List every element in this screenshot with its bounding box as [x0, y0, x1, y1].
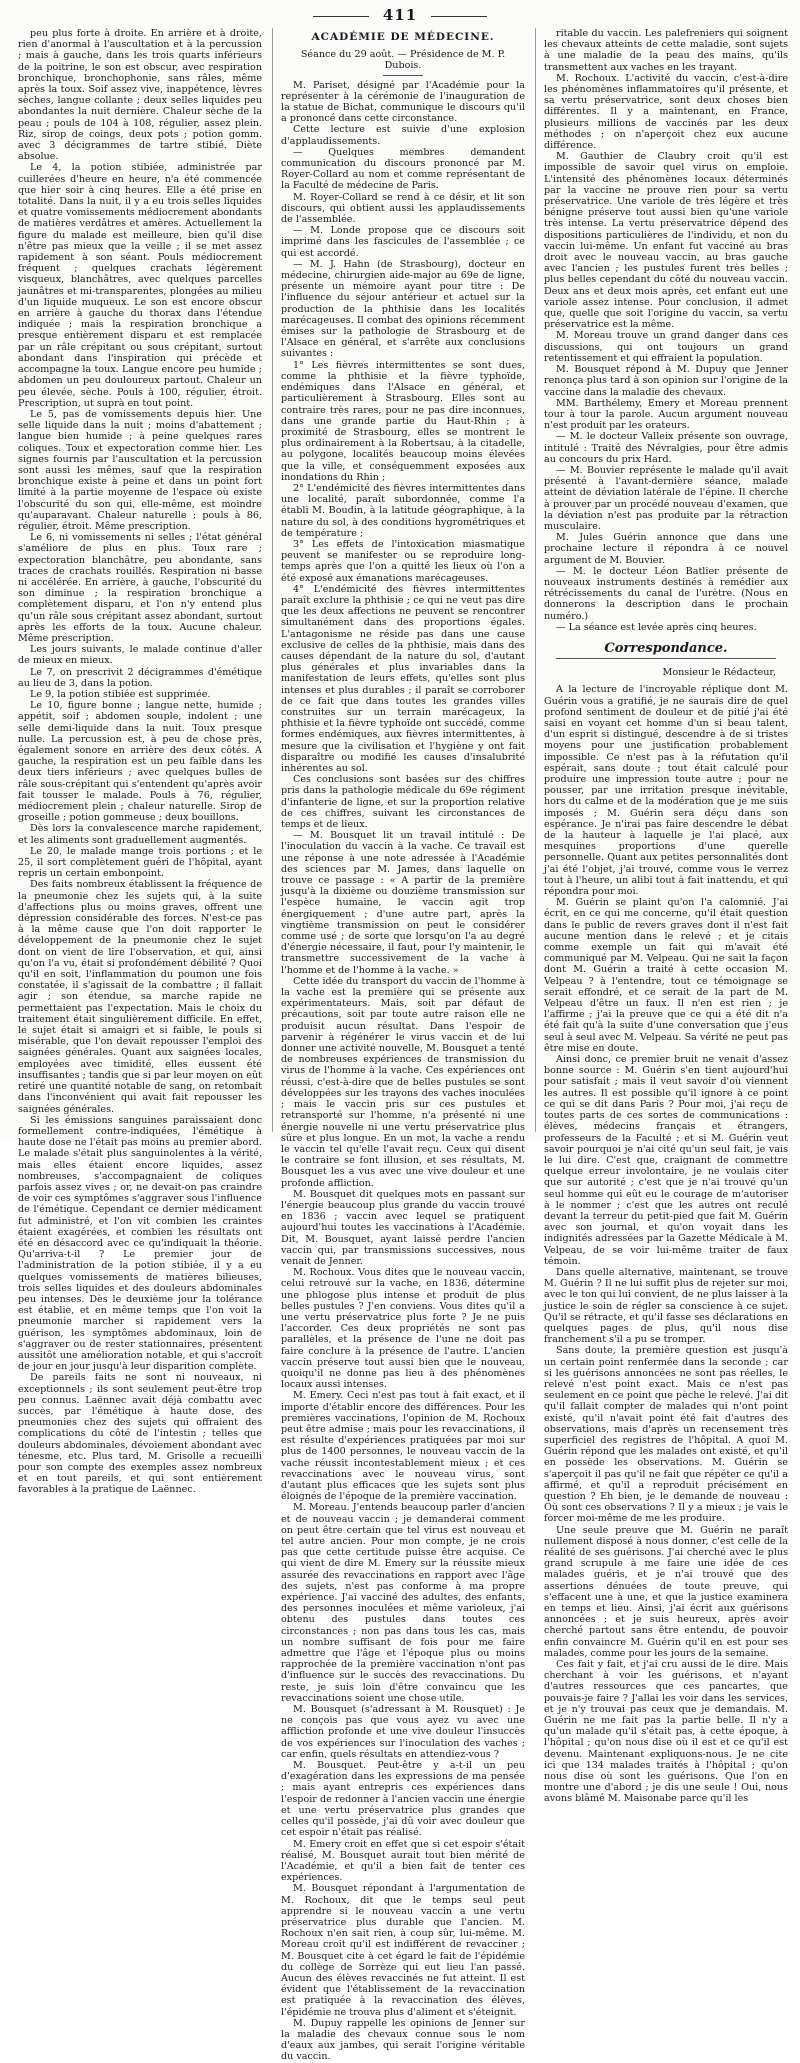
paragraph: M. Bousquet répond à M. Dupuy que Jenner renonça plus tard à son opinion sur l'origine de la vaccine dans la maladie des chevaux.	[544, 364, 788, 398]
paragraph: — M. Bousquet lit un travail intitulé : De l'inoculation du vaccin à la vache. Ce travail est une réponse à une note adressée à l'Académie des sciences par M. James, dans laquelle on trouve ce passage : « A partir de la première jusqu'à la dixième ou douzième transmission sur l'espèce humaine, le vaccin agit trop énergiquement ; d'une autre part, après la vingtième transmission on peut le considérer comme usé ; de sorte que lorsqu'on l'a au degré d'énergie nécessaire, il faut, pour l'y maintenir, le transmettre successivement de la vache à l'homme et de l'homme à la vache. »	[281, 830, 525, 976]
paragraph: M. Rochoux. Vous dites que le nouveau vaccin, celui retrouvé sur la vache, en 1836, détermine une phlogose plus intense et produit de plus belles pustules ? J'en conviens. Vous dites qu'il a une vertu préservatrice plus forte ? Je ne puis l'accorder. Ces deux propriétés ne sont pas parallèles, et la présence de l'une ne doit pas faire conclure à la présence de l'autre. L'ancien vaccin préserve tout aussi bien que le nouveau, quoiqu'il ne donne pas lieu à des phénomènes locaux aussi intenses.	[281, 1267, 525, 1391]
paragraph: De pareils faits ne sont ni nouveaux, ni exceptionnels ; ils sont seulement peut-être trop peu connus. Laënnec avait déjà combattu avec succès, par l'émétique à haute dose, des pneumonies chez des sujets qui offraient des complications du côté de l'intestin ; telles que douleurs abdominales, dévoiement abondant avec ténesme, etc. Plus tard, M. Grisolle a recueilli pour son compte des exemples assez nombreux et en tout pareils, et qui sont entièrement favorables à la pratique de Laënnec.	[18, 1372, 262, 1496]
paragraph: Ces fait y fait, et j'ai cru aussi de le dire. Mais cherchant à voir les guérisons, et n'ayant d'autres ressources que ces pancartes, que pouvais-je faire ? J'allai les voir dans les services, et je n'y trouvai pas ceux que je demandais. M. Guérin ne me fait pas la partie belle. Il n'y a qu'un malade qu'il s'était pas, à cette époque, à l'hôpital ; qu'on nous dise où il est et ce qu'il est devenu. Maintenant expliquons-nous. Je ne cite ici que 134 malades traités à l'hôpital ; qu'on nous dise où sont les guérisons. Que l'on en montre une d'abord ; je dis une seule ! Oui, nous avons blâmé M. Maisonabe parce qu'il les	[544, 1659, 788, 1805]
paragraph: A la lecture de l'incroyable réplique dont M. Guérin vous a gratifié, je ne saurais dire de quel profond sentiment de douleur et de pitié j'ai été saisi en voyant cet homme d'un si beau talent, d'un esprit si distingué, descendre à de si tristes moyens pour une justification probablement impossible. Ce n'est pas à la réfutation qu'il espérait, sans doute ; tout était calculé pour produire une impression toute autre ; pour ne pousser, par une irritation presque inévitable, hors du calme et de la modération que je me suis imposés ; M. Guérin sera déçu dans son espérance. Je n'irai pas faire descendre le débat de la hauteur à laquelle je l'ai placé, aux mesquines proportions d'une querelle personnelle. Quant aux petites personnalités dont j'ai été l'objet, j'ai trouvé, comme vous le verrez tout à l'heure, un alibi tout à fait inattendu, et qui répondra pour moi.	[544, 684, 788, 898]
paragraph: Dans quelle alternative, maintenant, se trouve M. Guérin ? Il ne lui suffit plus de rejeter sur moi, avec le ton qui lui convient, de ne plus laisser à la justice le soin de régler sa conscience à ce sujet. Qu'il se rétracte, et qu'il fasse ses déclarations en quelques pages de plus, qu'il nous dise franchement s'il a pu se tromper.	[544, 1266, 788, 1346]
salutation: Monsieur le Rédacteur,	[662, 667, 776, 679]
paragraph: Les jours suivants, le malade continue d'aller de mieux en mieux.	[18, 644, 262, 667]
paragraph: — M. le docteur Valleix présente son ouvrage, intitulé : Traité des Névralgies, pour être admis au concours du prix Hard.	[544, 431, 788, 465]
correspondence-title: Correspondance.	[604, 640, 728, 656]
paragraph: M. Bousquet (s'adressant à M. Rousquet) : Je ne conçois pas que vous ayez vu avec une affliction profonde et une vive douleur l'insuccès de vos expériences sur l'inoculation des vaches ; car enfin, quels résultats en attendiez-vous ?	[281, 1704, 525, 1760]
paragraph: M. Jules Guérin annonce que dans une prochaine lecture il répondra à ce nouvel argument de M. Bouvier.	[544, 532, 788, 566]
page-header	[0, 6, 800, 24]
paragraph: M. Dupuy rappelle les opinions de Jenner sur la maladie des chevaux connue sous le nom d'eaux aux jambes, qui serait l'origine véritable du vaccin.	[281, 2017, 525, 2063]
header-rule-right	[431, 16, 487, 17]
paragraph: M. Pariset, désigné par l'Académie pour la représenter à la cérémonie de l'inauguration de la statue de Bichat, communique le discours qu'il a prononcé dans cette circonstance.	[281, 79, 525, 125]
paragraph: Le 9, la potion stibiée est supprimée.	[30, 688, 211, 700]
paragraph: — M. le docteur Léon Batlier présente de nouveaux instruments destinés à remédier aux rétrécissements du canal de l'urètre. (Nous en donnerons la description dans le prochain numéro.)	[544, 565, 788, 622]
paragraph: Une seule preuve que M. Guérin ne paraît nullement disposé à nous donner, c'est celle de la réalité de ses guérisons. J'ai cherché avec le plus grand scrupule à me faire une idée de ces malades guéris, et je n'ai trouvé que des assertions dénuées de toute preuve, qui s'effacent une à une, et que la justice examinera en temps et lieu. Ainsi, j'ai écrit aux guérisons annoncées ; et je suis heureux, après avoir cherché partout sans être entendu, de pouvoir enfin convaincre M. Guérin qu'il en est pour ses malades, comme pour les jours de la semaine.	[544, 1524, 788, 1659]
paragraph: Le 6, ni vomissements ni selles ; l'état général s'améliore de plus en plus. Toux rare ; expectoration blanchâtre, peu abondante, sans traces de crachats rouillés. Respiration ni basse ni accélérée. En arrière, à gauche, l'obscurité du son diminue ; la respiration bronchique a complètement disparu, et l'on n'y entend plus qu'un râle sous crépitant assez abondant, surtout après les efforts de la toux. Aucune chaleur. Même prescription.	[18, 532, 262, 644]
paragraph: ritable du vaccin. Les palefreniers qui soignent les chevaux atteints de cette maladie, sont sujets à une maladie de la peau des mains, qu'ils transmettent aux vaches en les trayant.	[544, 28, 788, 73]
header-rule-left	[313, 16, 369, 17]
paragraph: Le 4, la potion stibiée, administrée par cuillerées d'heure en heure, n'a été commencée que hier soir à cinq heures. Elle a été prise en totalité. Dans la nuit, il y a eu trois selles liquides et quatre vomissements médiocrement abondants de matières verdâtres et amères. Actuellement la figure du malade est meilleure, bien qu'il dise n'être pas mieux que la veille ; il se met assez rapidement à son séant. Pouls médiocrement fréquent ; quelques crachats légèrement visqueux, blanchâtres, avec quelques parcelles jaunâtres et mi-transparentes, plongées au milieu d'un liquide muqueux. Le son est encore obscur en arrière à gauche du thorax dans l'étendue indiquée ; mais la respiration bronchique a presque entièrement disparu et est remplacée par un râle crépitant ou sous crépitant, surtout abondant dans l'inspiration qui précède et accompagne la toux. Langue encore peu humide ; abdomen un peu douloureux partout. Chaleur un peu élevée, sèche. Pouls à 100, régulier, étroit. Prescription, ut suprà en tout point.	[18, 162, 262, 409]
paragraph: Dès lors la convalescence marche rapidement, et les aliments sont graduellement augmentés.	[18, 823, 262, 846]
paragraph: M. Bousquet dit quelques mots en passant sur l'énergie beaucoup plus grande du vaccin trouvé en 1836 ; vaccin avec lequel se pratiquent aujourd'hui toutes les vaccinations à l'Académie. Dit, M. Bousquet, ayant laissé perdre l'ancien vaccin qui, par transmissions successives, nous venait de Jenner.	[281, 1188, 525, 1267]
paragraph: M. Moreau trouve un grand danger dans ces discussions, qui ont toujours un grand retentissement et qui effraient la population.	[544, 330, 788, 364]
paragraph: Sans doute, la première question est jusqu'à un certain point renfermée dans la seconde ; car si les guérisons annoncées ne sont pas réelles, le relevé n'est point exact. Mais ce n'est pas seulement en ce point que pèche le relevé. J'ai dit qu'il fallait compter de malades qui n'ont point existé, qu'il n'avait point été fait d'autres des observations, mais d'après un recensement très superficiel des registres de l'hôpital. A quoi M. Guérin répond que les malades ont existé, et qu'il en possède les observations. M. Guérin se s'aperçoit il pas qu'il ne fait que répéter ce qu'il a affirmé, et qu'il a reproduit précisément en question ? Eh bien, je le demande de nouveau : Où sont ces observations ? Il y a mieux ; je vais le forcer moi-même de me les produire.	[544, 1345, 788, 1525]
paragraph: — M. Londe propose que ce discours soit imprimé dans les fascicules de l'assemblée ; ce qui est accordé.	[281, 225, 525, 259]
section-title: ACADÉMIE DE MÉDECINE.	[311, 31, 495, 43]
column-2	[272, 28, 525, 2063]
paragraph: M. Bousquet. Peut-être y a-t-il un peu d'exagération dans les expressions de ma pensée ; mais ayant entrepris ces expériences dans l'espoir de redonner à l'ancien vaccin une énergie et une vertu préservatrice plus grandes que celles qu'il possède, j'ai dû voir avec douleur que cet espoir n'était pas réalisé.	[281, 1760, 525, 1839]
paragraph: peu plus forte à droite. En arrière et à droite, rien d'anormal à l'auscultation et à la percussion ; mais à gauche, dans les trois quarts inférieurs de la poitrine, le son est obscur, avec respiration bronchique, bronchophonie, sans râles, même après la toux. Soif assez vive, inappétence, lèvres sèches, langue collante ; deux selles liquides peu abondantes la nuit dernière. Chaleur sèche de la peau ; pouls de 104 à 108, régulier, assez plein. Riz, sirop de coings, deux pots ; potion gomm. avec 3 décigrammes de tartre stibié. Diète absolue.	[18, 28, 262, 163]
column-1	[18, 28, 262, 1496]
paragraph: — M. Bouvier représente le malade qu'il avait présenté à l'avant-dernière séance, malade atteint de déviation latérale de l'épine. Il cherche à prouver par un procédé nouveau d'examen, que la déviation n'est pas produite par la rétraction musculaire.	[544, 464, 788, 532]
paragraph: M. Rochoux. L'activité du vaccin, c'est-à-dire les phénomènes inflammatoires qu'il présente, et sa vertu préservatrice, sont deux choses bien différentes. Il y a maintenant, en France, plusieurs millions de vaccinés par les deux méthodes ; on n'aperçoit chez eux aucune différence.	[544, 72, 788, 152]
paragraph: Le 20, le malade mange trois portions ; et le 25, il sort complètement guéri de l'hôpital, ayant repris un certain embonpoint.	[18, 845, 262, 880]
paragraph: 1° Les fièvres intermittentes se sont dues, comme la phthisie et la fièvre typhoïde, endémiques dans l'Alsace en général, et particulièrement à Strasbourg. Elles sont au contraire très rares, pour ne pas dire inconnues, dans une grande partie du Haut-Rhin ; à proximité de Strasbourg, elles se montrent le plus ordinairement à la Robertsau, à la citadelle, au polygone, localités beaucoup moins élevées que la ville, et conséquemment exposées aux inondations du Rhin ;	[281, 359, 525, 483]
paragraph: — M. J. Hahn (de Strasbourg), docteur en médecine, chirurgien aide-major au 69e de ligne, présente un mémoire ayant pour titre : De l'influence du séjour antérieur et actuel sur la production de la phthisie dans les localités marécageuses. Il combat des opinions récemment émises sur la pathologie de Strasbourg et de l'Alsace en général, et s'arrête aux conclusions suivantes :	[281, 258, 525, 360]
paragraph: M. Guérin se plaint qu'on l'a calomnié. J'ai écrit, en ce qui me concerne, qu'il était question dans le public de revers graves dont il n'est fait aucune mention dans le relevé ; et je citais comme exemple un fait qui m'avait été communiqué par M. Velpeau. Qui ne sait la façon dont M. Guérin a traité à cette occasion M. Velpeau ? à l'entendre, tout ce témoignage se serait effondré, et ce serait de la part de M. Velpeau d'être un faux. Il n'en est rien ; je l'affirme ; j'ai la preuve que ce qui a été dit n'a été fait qu'à la suite d'une conversation que j'eus seul à seul avec M. Velpeau. Sa vérité ne peut pas être mise en doute.	[544, 897, 788, 1054]
paragraph: M. Emery croit en effet que si cet espoir s'était réalisé, M. Bousquet aurait tout bien mérité de l'Académie, et qu'il a bien fait de tenter ces expériences.	[281, 1838, 525, 1884]
seance-rule	[383, 75, 423, 76]
paragraph: — Quelques membres demandent communication du discours prononcé par M. Royer-Collard au nom et comme représentant de la Faculté de médecine de Paris.	[281, 146, 525, 192]
seance-line	[281, 49, 525, 75]
paragraph: Cette lecture est suivie d'une explosion d'applaudissements.	[281, 124, 525, 147]
paragraph: Ainsi donc, ce premier bruit ne venait d'assez bonne source : M. Guérin s'en tient aujourd'hui pour satisfait ; mais il veut savoir d'où viennent les autres. Il est possible qu'il ignore à ce point ce qui se dit dans Paris ? Pour moi, j'ai reçu de toutes parts de ces sortes de communications : élèves, médecins français et étrangers, professeurs de la Faculté ; et si M. Guérin veut savoir pourquoi je n'ai cité qu'un seul fait, je vais le lui dire. C'est que, craignant de commettre quelque erreur involontaire, je ne voulais citer que sur autorité ; c'est que je n'ai trouvé qu'un seul homme qui eût eu le courage de m'autoriser à le nommer ; c'est que les autres ont reculé devant la terreur du petit-pied que fait M. Guérin avec son journal, et qu'on voyait dans les indignités adressées par la Gazette Médicale à M. Velpeau, de se voir lui-même traiter de faux témoin.	[544, 1054, 788, 1267]
paragraph: 2° L'endémicité des fièvres intermittentes dans une localité, paraît subordonnée, comme l'a établi M. Boudin, à la latitude géographique, à la nature du sol, à des conditions hygrométriques et de température ;	[281, 482, 525, 539]
seance-text: Séance du 29 août. — Présidence de M. P. Dubois.	[300, 49, 506, 72]
paragraph: Le 5, pas de vomissements depuis hier. Une selle liquide dans la nuit ; moins d'abattement ; langue bien humide ; à peine quelques rares coliques. Toux et expectoration comme hier. Les signes fournis par l'auscultation et la percussion sont aussi les mêmes, sauf que la respiration bronchique existe à peine et dans un point fort limité à la partie moyenne de l'espace où existe l'obscurité du son qui, elle-même, est moindre qu'auparavant. Chaleur naturelle ; pouls à 86, régulier, étroit. Même prescription.	[18, 408, 262, 532]
paragraph: MM. Barthélemy, Emery et Moreau prennent tour à tour la parole. Aucun argument nouveau n'est produit par les orateurs.	[544, 397, 788, 432]
paragraph: Cette idée du transport du vaccin de l'homme à la vache est la première qui se présente aux expérimentateurs. Mais, soit par défaut de précautions, soit par toute autre raison elle ne produisit aucun résultat. Dans l'espoir de parvenir à régénérer le virus vaccin et de lui donner une activité nouvelle, M. Bousquet a tenté de nombreuses expériences de transmission du virus de l'homme à la vache. Ces expériences ont réussi, c'est-à-dire que de belles pustules se sont développées sur les trayons des vaches inoculées ; mais le vaccin pris sur ces pustules et retransporté sur l'homme, n'a présenté ni une énergie nouvelle ni une vertu préservatrice plus sûre et plus longue. En un mot, la vache a rendu le vaccin tel qu'elle l'avait reçu. Ceux qui disent le contraire se font illusion, et ses résultats, M. Bousquet les a vus avec une vive douleur et une profonde affliction.	[281, 975, 525, 1189]
paragraph: M. Emery. Ceci n'est pas tout à fait exact, et il importe d'établir encore des différences. Pour les premières vaccinations, l'opinion de M. Rochoux peut être admise ; mais pour les revaccinations, il est résulte d'expériences pratiquées par moi sur plus de 1400 personnes, le nouveau vaccin de la vache réussit incontestablement mieux ; et ces revaccinations avec le nouveau virus, sont d'autant plus efficaces que les sujets sont plus éloignés de l'époque de la première vaccination.	[281, 1390, 525, 1503]
paragraph: — La séance est levée après cinq heures.	[556, 621, 757, 633]
paragraph: Le 7, on prescrivit 2 décigrammes d'émétique au lieu de 3, dans la potion.	[18, 666, 262, 689]
paragraph: Ces conclusions sont basées sur des chiffres pris dans la pathologie médicale du 69e régiment d'infanterie de ligne, et sur la proportion relative de ces chiffres, suivant les circonstances de temps et de lieux.	[281, 774, 525, 831]
paragraph: Si les émissions sanguines paraissaient donc formellement contre-indiquées, l'émétique à haute dose ne l'était pas moins au premier abord. Le malade s'était plus sanguinolentes à la vérité, mais elles étaient encore liquides, assez nombreuses, s'accompagnaient de coliques parfois assez vives ; or, ne devait-on pas craindre de voir ces symptômes s'aggraver sous l'influence de l'émétique. Cependant ce dernier médicament fut administré, et l'on vit combien les craintes étaient exagérées, et combien les résultats ont été en désaccord avec ce qu'indiquait la théorie. Qu'arriva-t-il ? Le premier jour de l'administration de la potion stibiée, il y a eu quelques vomissements de matières bilieuses, trois selles liquides et des douleurs abdominales peu intenses. Dès le deuxième jour la tolérance est établie, et en même temps que l'on voit la pneumonie marcher si rapidement vers la guérison, les symptômes abdominaux, loin de s'aggraver ou de rester stationnaires, présentent aussitôt une amélioration notable, et qui s'accroît de jour en jour jusqu'à leur disparition complète.	[18, 1114, 262, 1373]
paragraph: M. Gauthier de Claubry croit qu'il est impossible de savoir quel virus on emploie. L'intensité des phénomènes locaux déterminés par la vaccine ne prouve rien pour sa vertu préservatrice. Une variole de très légère et très bénigne préserve tout aussi bien qu'une variole très intense. La vertu préservatrice dépend des dispositions particulières de l'individu, et non du vaccin lui-même. Un enfant fut vacciné au bras droit avec le nouveau vaccin, au bras gauche avec l'ancien ; les pustules furent très belles ; plus belles cependant du côté du nouveau vaccin. Deux ans et deux mois après, cet enfant eut une variole assez intense. Pour conclusion, il admet que, quelle que soit l'origine du vaccin, sa vertu préservatrice est la même.	[544, 151, 788, 331]
paragraph: M. Royer-Collard se rend à ce désir, et lit son discours, qui obtient aussi les applaudissements de l'assemblée.	[281, 191, 525, 226]
paragraph: M. Moreau. J'entends beaucoup parler d'ancien et de nouveau vaccin ; je demanderai comment on peut être certain que tel virus est nouveau et tel autre ancien. Pour mon compte, je ne crois pas que cette certitude puisse être acquise. Ce qui vient de dire M. Emery sur la réussite mieux assurée des revaccinations en rapport avec l'âge des sujets, n'est pas conforme à ma propre expérience. J'ai vacciné des adultes, des enfants, des personnes inoculées et même varioleux, j'ai obtenu des pustules dans toutes ces circonstances ; non pas dans tous les cas, mais un nombre suffisant de fois pour me faire admettre que l'âge et l'époque plus ou moins rapprochée de la première vaccination n'ont pas d'influence sur le succès des revaccinations. Du reste, je suis loin d'être convaincu que les revaccinations soient une chose utile.	[281, 1502, 525, 1704]
columns	[18, 28, 788, 2063]
paragraph: M. Bousquet répondant à l'argumentation de M. Rochoux, dit que le temps seul peut apprendre si le nouveau vaccin a une vertu préservatrice plus durable que l'ancien. M. Rochoux n'en sait rien, à coup sûr, lui-même. M. Moreau croit qu'il est indifférent de revacciner ; M. Bousquet cite à cet égard le fait de l'épidémie du collège de Sorrèze qui eut lieu l'an passé. Aucun des élèves revaccinés ne fut atteint. Il est évident que l'établissement de la revaccination est pratiquée à la revaccination des élèves, l'épidémie ne trouva plus d'aliment et s'éteignit.	[281, 1883, 525, 2018]
column-3	[535, 28, 788, 1805]
page-number: 411	[382, 6, 418, 24]
paragraph: 4° L'endémicité des fièvres intermittentes paraît exclure la phthisie ; ce qui ne veut pas dire que les deux affections ne peuvent se rencontrer simultanément dans des proportions égales. L'antagonisme ne réside pas dans une cause exclusive de celles de la phthisie, mais dans des causes dépendant de la nature du sol, d'autant plus générales et plus invariables dans la manifestation de leurs effets, qu'elles sont plus intenses et plus durables ; il paraît se corroborer de ce fait que dans toutes les grandes villes construites sur un terrain marécageux, la phthisie et la fièvre typhoïde ont succédé, comme formes endémiques, aux fièvres intermittentes, à mesure que la civilisation et l'hygiène y ont fait disparaître ou modifié les causes d'insalubrité inhérentes au sol.	[281, 583, 525, 774]
paragraph: 3° Les effets de l'intoxication miasmatique peuvent se manifester ou se reproduire long-temps après que l'on a quitté les lieux où l'on a été exposé aux émanations marécageuses.	[281, 538, 525, 584]
correspondence-rule	[556, 658, 776, 659]
paragraph: Des faits nombreux établissent la fréquence de la pneumonie chez les sujets qui, à la suite d'affections plus ou moins graves, offrent une dépression considérable des forces. N'est-ce pas à la même cause que l'on doit rapporter le développement de la pneumonie chez le sujet dont on vient de lire l'observation, et qui, ainsi qu'on l'a vu, était si profondément débilité ? Quoi qu'il en soit, l'inflammation du poumon une fois constatée, il s'agissait de la combattre ; il fallait agir ; son étendue, sa marche rapide ne permettaient pas l'expectation. Mais le choix du traitement était singulièrement difficile. En effet, le sujet était si amaigri et si faible, le pouls si misérable, que l'on devait repousser l'emploi des saignées générales. Quant aux saignées locales, employées avec timidité, elles eussent été insuffisantes ; tandis que si par leur moyen on eût retiré une quantité notable de sang, on retombait dans l'inconvénient qui avait fait repousser les saignées générales.	[18, 879, 262, 1115]
paragraph: Le 10, figure bonne ; langue nette, humide ; appétit, soif ; abdomen souple, indolent ; une selle demi-liquide dans la nuit. Toux presque nulle. La percussion est, à peu de chose près, également sonore en arrière des deux côtés. A gauche, la respiration est un peu faible dans les deux tiers inférieurs ; avec quelques bulles de râle sous-crépitant qui s'entendent qu'après avoir fait tousser le malade. Pouls à 76, régulier, médiocrement plein ; chaleur naturelle. Sirop de groseille ; potion gommeuse ; deux bouillons.	[18, 700, 262, 824]
